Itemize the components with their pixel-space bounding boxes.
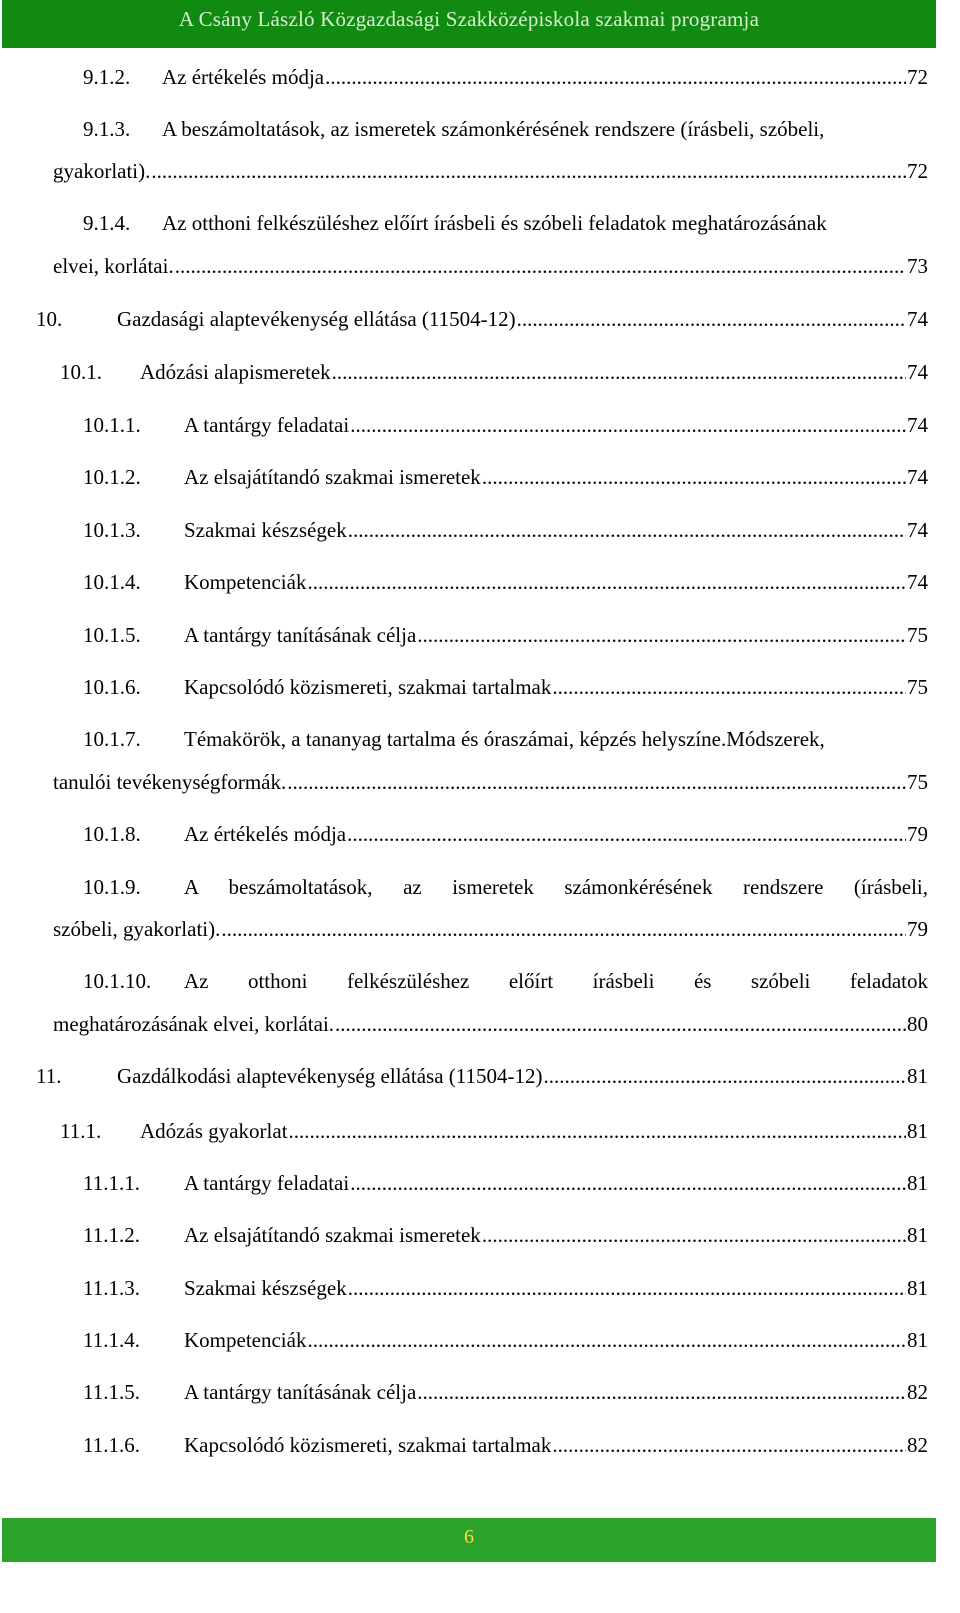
toc-entry-title: Kompetenciák <box>184 1328 307 1352</box>
toc-entry-page: 82 <box>907 1380 928 1404</box>
toc-entry-number: 9.1.3. <box>83 117 131 141</box>
toc-entry-page: 82 <box>907 1433 928 1457</box>
toc-entry-title: A tantárgy feladatai <box>184 1171 350 1195</box>
toc-entry-title: Kompetenciák <box>184 570 307 594</box>
toc-entry-number: 11.1.4. <box>83 1328 140 1352</box>
dot-leader <box>517 304 906 334</box>
page-footer <box>2 1518 936 1562</box>
toc-entry-number: 11.1.1. <box>83 1171 140 1195</box>
toc-entry-page: 74 <box>907 413 928 437</box>
toc-entry-number: 10.1.5. <box>83 623 141 647</box>
dot-leader <box>348 1273 906 1303</box>
dot-leader <box>307 1325 906 1355</box>
toc-entry-title: Az otthoni felkészüléshez előírt írásbeli és szóbeli feladatok <box>184 969 928 993</box>
toc-entry-title: A tantárgy tanításának célja <box>184 1380 417 1404</box>
toc-entry-title: A tantárgy tanításának célja <box>184 623 417 647</box>
toc-entry-title-continued: elvei, korlátai. <box>53 254 174 278</box>
toc-entry-title: Az elsajátítandó szakmai ismeretek <box>184 1223 481 1247</box>
dot-leader <box>417 1377 906 1407</box>
toc-entry-title: Szakmai készségek <box>184 1276 347 1300</box>
toc-entry-title: A beszámoltatások, az ismeretek számonkérésének rendszere (írásbeli, szóbeli, <box>162 117 825 141</box>
dot-leader <box>289 1116 906 1146</box>
toc-entry-title: Az értékelés módja <box>184 822 347 846</box>
toc-entry-title: Adózási alapismeretek <box>140 360 331 384</box>
toc-entry-page: 75 <box>907 623 928 647</box>
toc-entry-title-continued: tanulói tevékenységformák. <box>53 770 287 794</box>
toc-entry-title: A tantárgy feladatai <box>184 413 350 437</box>
toc-entry-number: 9.1.2. <box>83 65 131 89</box>
toc-entry-page: 81 <box>907 1171 928 1195</box>
toc-entry-number: 11.1.5. <box>83 1380 140 1404</box>
dot-leader <box>347 819 906 849</box>
toc-entry-page: 81 <box>907 1328 928 1352</box>
toc-entry-number: 10.1.3. <box>83 518 141 542</box>
toc-entry-title: Adózás gyakorlat <box>140 1119 288 1143</box>
toc-entry-title-continued: szóbeli, gyakorlati). <box>53 917 221 941</box>
dot-leader <box>332 357 906 387</box>
toc-entry-title: Szakmai készségek <box>184 518 347 542</box>
toc-entry-title: Kapcsolódó közismereti, szakmai tartalmak <box>184 675 552 699</box>
toc-entry-number: 10.1.2. <box>83 465 141 489</box>
dot-leader <box>287 767 906 797</box>
toc-entry-page: 73 <box>907 254 928 278</box>
toc-entry-title: Az otthoni felkészüléshez előírt írásbeli és szóbeli feladatok meghatározásának <box>162 211 827 235</box>
toc-entry-number: 10.1.4. <box>83 570 141 594</box>
header-title: A Csány László Közgazdasági Szakközépiskola szakmai programja <box>178 7 760 31</box>
page-header <box>2 0 936 48</box>
dot-leader <box>482 1220 906 1250</box>
toc-entry-number: 10.1. <box>60 360 102 384</box>
toc-entry-number: 11.1.6. <box>83 1433 140 1457</box>
toc-entry-number: 10.1.6. <box>83 675 141 699</box>
toc-entry-page: 74 <box>907 518 928 542</box>
toc-entry-page: 79 <box>907 822 928 846</box>
toc-entry-number: 10.1.1. <box>83 413 141 437</box>
dot-leader <box>552 1430 906 1460</box>
toc-entry-title: Az elsajátítandó szakmai ismeretek <box>184 465 481 489</box>
dot-leader <box>221 914 906 944</box>
toc-entry-number: 10. <box>36 307 63 331</box>
toc-entry-page: 72 <box>907 159 928 183</box>
toc-entry-title: Kapcsolódó közismereti, szakmai tartalmak <box>184 1433 552 1457</box>
toc-entry-title: Témakörök, a tananyag tartalma és óraszámai, képzés helyszíne.Módszerek, <box>184 727 825 751</box>
dot-leader <box>325 62 906 92</box>
toc-entry-page: 75 <box>907 675 928 699</box>
dot-leader <box>175 251 906 281</box>
toc-entry-title: A beszámoltatások, az ismeretek számonkérésének rendszere (írásbeli, <box>184 875 928 899</box>
toc-entry-page: 81 <box>907 1223 928 1247</box>
toc-entry-page: 75 <box>907 770 928 794</box>
toc-entry-number: 10.1.10. <box>83 969 152 993</box>
dot-leader <box>350 1168 906 1198</box>
toc-entry-title: Gazdasági alaptevékenység ellátása (11504-12) <box>117 307 516 331</box>
toc-entry-title: Az értékelés módja <box>162 65 325 89</box>
toc-entry-number: 10.1.8. <box>83 822 141 846</box>
toc-entry-page: 81 <box>907 1064 928 1088</box>
dot-leader <box>543 1061 906 1091</box>
dot-leader <box>151 156 906 186</box>
dot-leader <box>482 462 906 492</box>
toc-entry-page: 74 <box>907 570 928 594</box>
toc-entry-page: 74 <box>907 360 928 384</box>
toc-entry-number: 11.1.3. <box>83 1276 140 1300</box>
toc-entry-page: 80 <box>907 1012 928 1036</box>
toc-entry-page: 74 <box>907 465 928 489</box>
toc-entry-page: 81 <box>907 1119 928 1143</box>
toc-entry-page: 81 <box>907 1276 928 1300</box>
toc-entry-page: 74 <box>907 307 928 331</box>
dot-leader <box>417 620 906 650</box>
toc-entry-title-continued: meghatározásának elvei, korlátai. <box>53 1012 335 1036</box>
page-number: 6 <box>464 1526 474 1548</box>
dot-leader <box>350 410 906 440</box>
toc-entry-page: 79 <box>907 917 928 941</box>
toc-entry-number: 11.1.2. <box>83 1223 140 1247</box>
dot-leader <box>335 1009 906 1039</box>
toc-entry-number: 10.1.7. <box>83 727 141 751</box>
toc-entry-number: 10.1.9. <box>83 875 141 899</box>
toc-entry-number: 11. <box>36 1064 62 1088</box>
toc-entry-title: Gazdálkodási alaptevékenység ellátása (11504-12) <box>117 1064 543 1088</box>
toc-entry-number: 11.1. <box>60 1119 102 1143</box>
toc-entry-title-continued: gyakorlati). <box>53 159 151 183</box>
dot-leader <box>552 672 906 702</box>
toc-entry-number: 9.1.4. <box>83 211 131 235</box>
dot-leader <box>307 567 906 597</box>
dot-leader <box>348 515 906 545</box>
toc-entry-page: 72 <box>907 65 928 89</box>
